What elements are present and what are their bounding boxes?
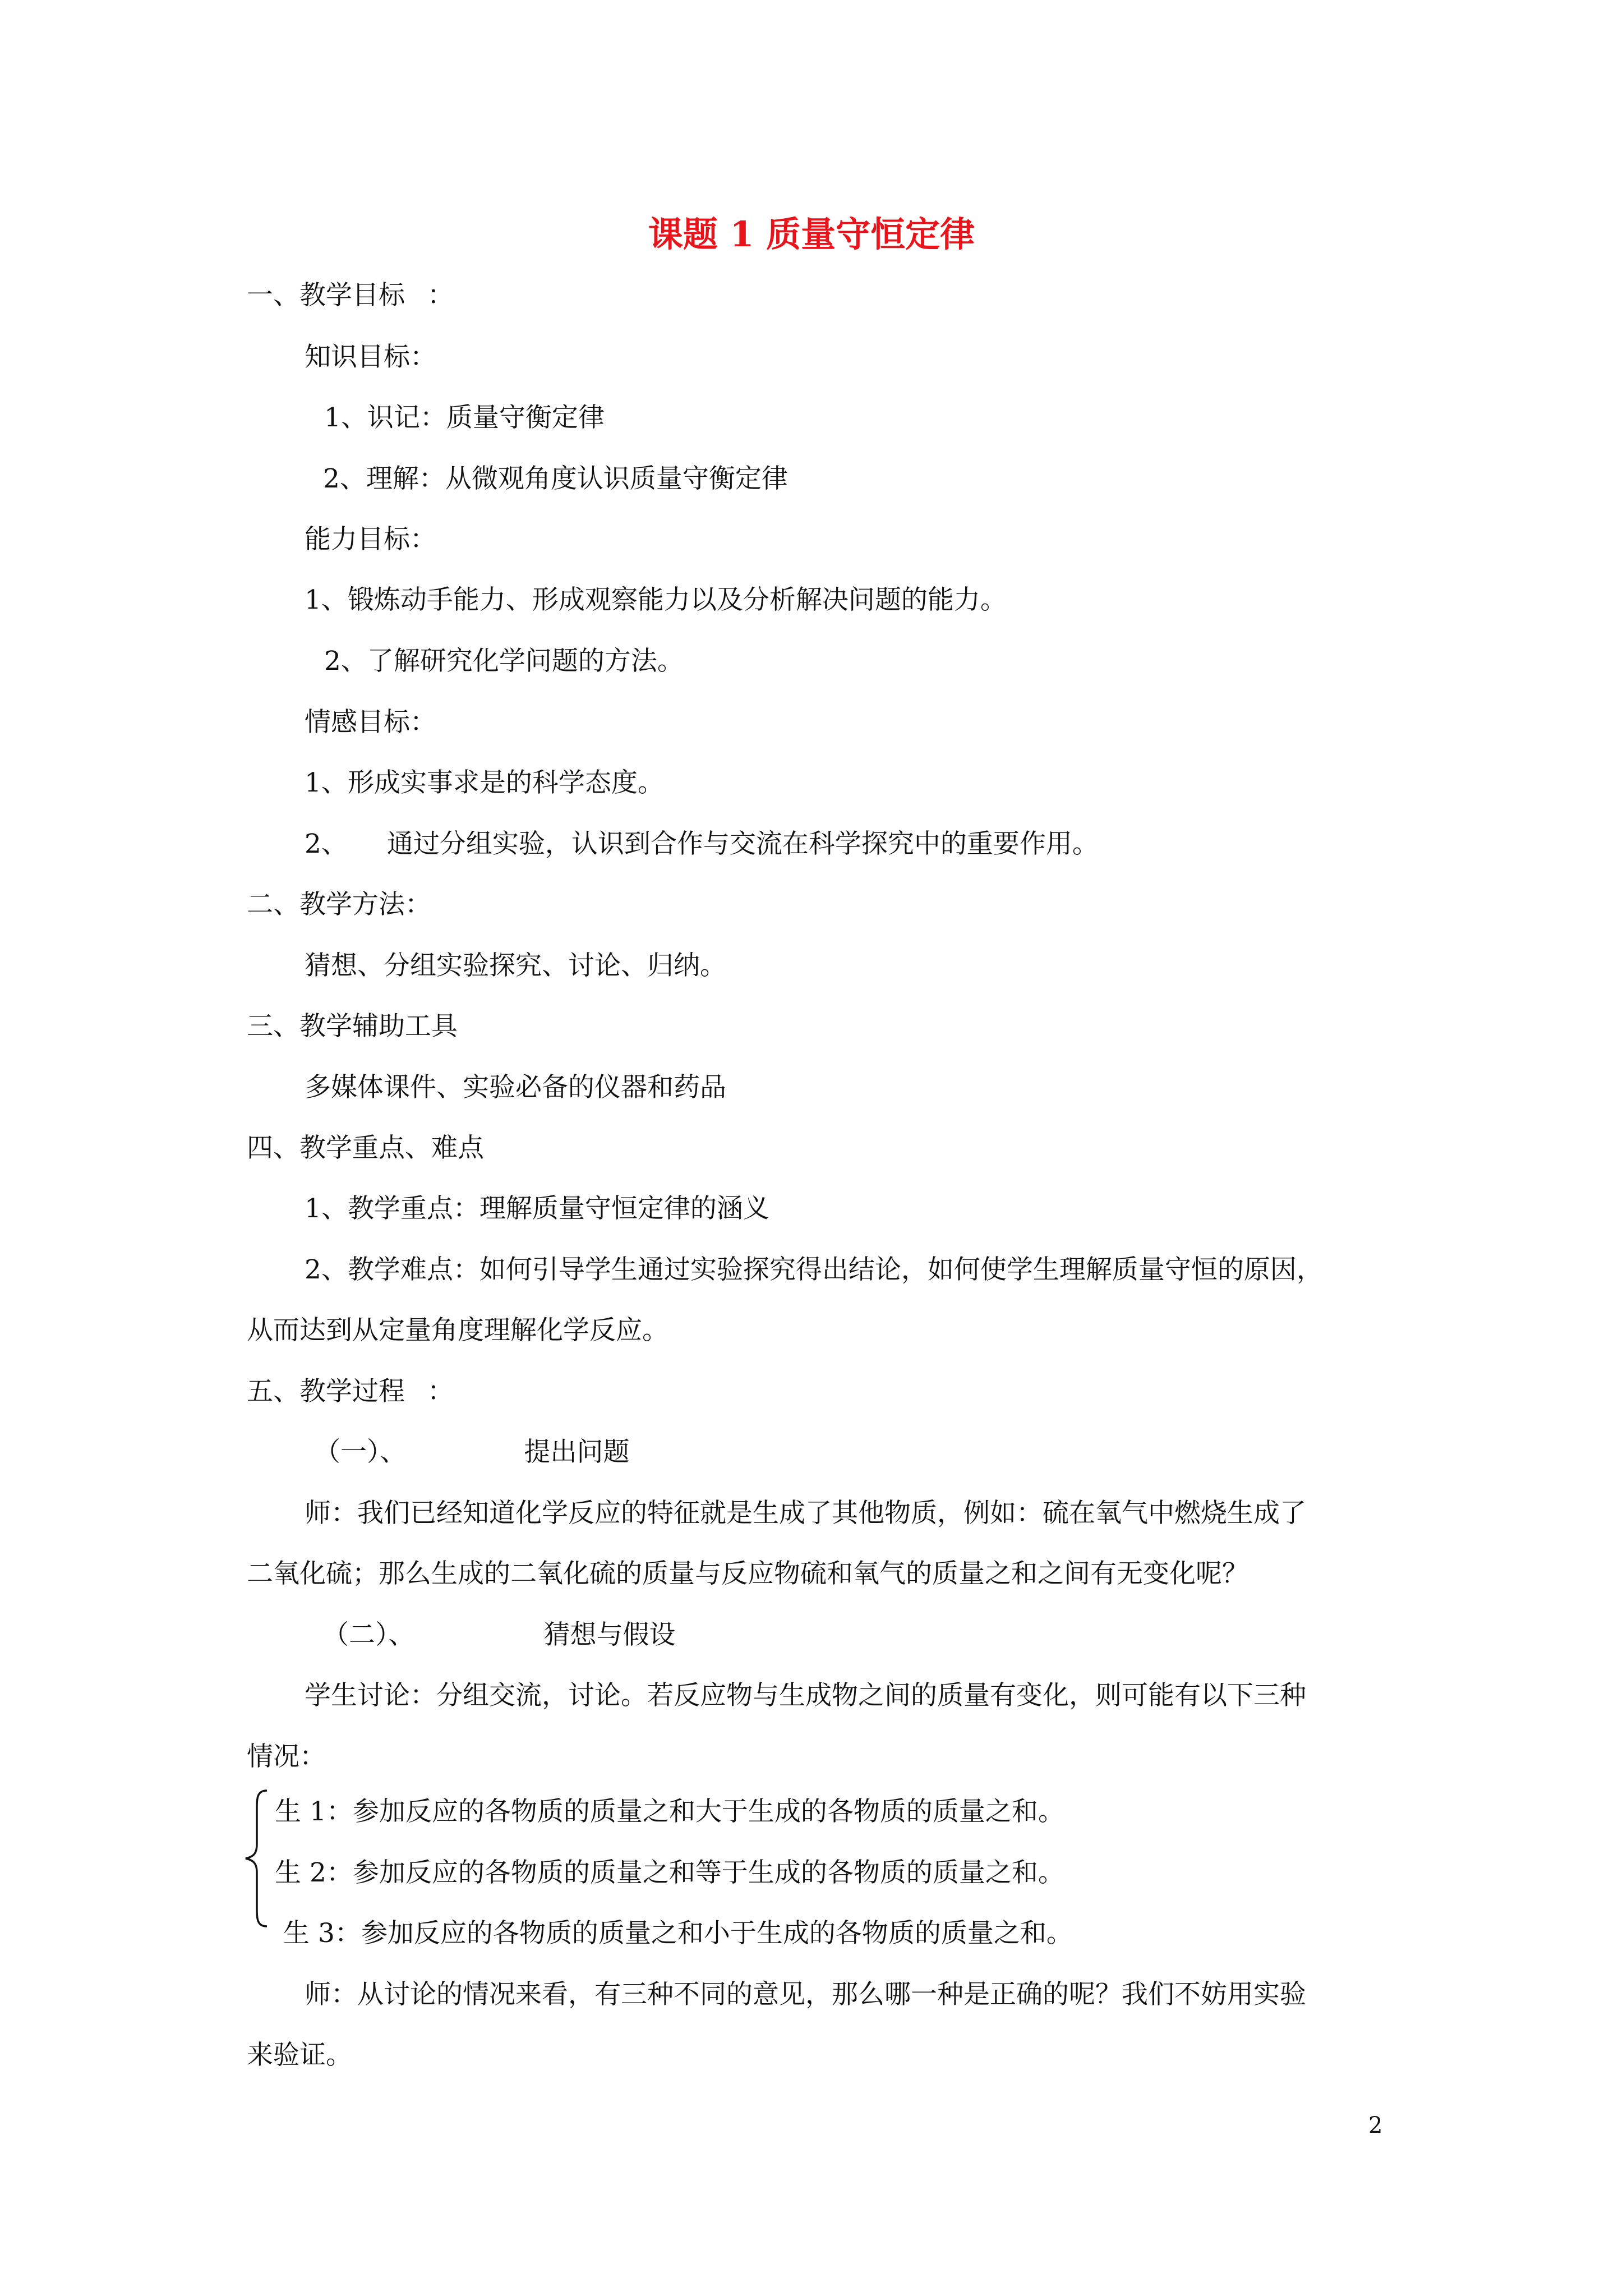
key-point-2-line-1: 2、教学难点：如何引导学生通过实验探究得出结论，如何使学生理解质量守恒的原因， bbox=[305, 1254, 1323, 1285]
student-discussion-line-2: 情况： bbox=[247, 1741, 326, 1772]
heading-text: 一、教学目标 bbox=[247, 280, 405, 311]
subheading-knowledge: 知识目标： bbox=[305, 342, 436, 372]
step-number: （一）、 bbox=[314, 1437, 407, 1467]
page-number: 2 bbox=[1368, 2113, 1383, 2138]
subheading-ability: 能力目标： bbox=[305, 524, 436, 555]
student-discussion-line-1: 学生讨论：分组交流，讨论。若反应物与生成物之间的质量有变化，则可能有以下三种 bbox=[305, 1680, 1306, 1711]
hypothesis-option-1: 生 1：参加反应的各物质的质量之和大于生成的各物质的质量之和。 bbox=[275, 1796, 1064, 1827]
key-point-1: 1、教学重点：理解质量守恒定律的涵义 bbox=[305, 1193, 769, 1224]
section-heading-objectives bbox=[247, 278, 454, 314]
knowledge-item-1: 1、识记：质量守衡定律 bbox=[324, 402, 605, 433]
teacher-remark-line-1: 师：从讨论的情况来看，有三种不同的意见，那么哪一种是正确的呢？我们不妨用实验 bbox=[305, 1979, 1306, 2010]
heading-text: 五、教学过程 bbox=[247, 1376, 405, 1407]
key-point-2-line-2: 从而达到从定量角度理解化学反应。 bbox=[247, 1315, 668, 1346]
section-heading-process bbox=[247, 1374, 454, 1410]
teacher-question-line-1: 师：我们已经知道化学反应的特征就是生成了其他物质，例如：硫在氧气中燃烧生成了 bbox=[305, 1498, 1306, 1529]
emotion-item-2 bbox=[305, 826, 1099, 862]
hypothesis-option-3: 生 3：参加反应的各物质的质量之和小于生成的各物质的质量之和。 bbox=[283, 1918, 1073, 1949]
emotion-item-1: 1、形成实事求是的科学态度。 bbox=[305, 767, 664, 798]
step-title: 猜想与假设 bbox=[543, 1619, 676, 1650]
step-title: 提出问题 bbox=[524, 1437, 630, 1467]
step-1-heading bbox=[314, 1434, 630, 1470]
item-text: 通过分组实验，认识到合作与交流在科学探究中的重要作用。 bbox=[386, 829, 1099, 859]
ability-item-1: 1、锻炼动手能力、形成观察能力以及分析解决问题的能力。 bbox=[305, 585, 1007, 615]
knowledge-item-2: 2、理解：从微观角度认识质量守衡定律 bbox=[323, 463, 788, 494]
subheading-emotion: 情感目标： bbox=[305, 707, 436, 738]
curly-brace-icon bbox=[242, 1788, 270, 1929]
methods-body: 猜想、分组实验探究、讨论、归纳。 bbox=[305, 950, 726, 981]
page-title: 课题 1 质量守恒定律 bbox=[648, 214, 975, 255]
teacher-remark-line-2: 来验证。 bbox=[247, 2040, 352, 2070]
heading-colon: ： bbox=[427, 1376, 454, 1407]
hypothesis-option-2: 生 2：参加反应的各物质的质量之和等于生成的各物质的质量之和。 bbox=[275, 1857, 1064, 1888]
section-heading-methods: 二、教学方法： bbox=[247, 889, 431, 920]
teacher-question-line-2: 二氧化硫；那么生成的二氧化硫的质量与反应物硫和氧气的质量之和之间有无变化呢？ bbox=[247, 1558, 1248, 1589]
heading-colon: ： bbox=[427, 280, 454, 311]
step-2-heading bbox=[322, 1617, 676, 1653]
step-number: （二）、 bbox=[322, 1619, 415, 1650]
tools-body: 多媒体课件、实验必备的仪器和药品 bbox=[305, 1072, 726, 1103]
ability-item-2: 2、了解研究化学问题的方法。 bbox=[324, 646, 684, 677]
item-number: 2、 bbox=[305, 829, 348, 859]
section-heading-key-points: 四、教学重点、难点 bbox=[247, 1133, 484, 1163]
section-heading-tools: 三、教学辅助工具 bbox=[247, 1011, 458, 1042]
